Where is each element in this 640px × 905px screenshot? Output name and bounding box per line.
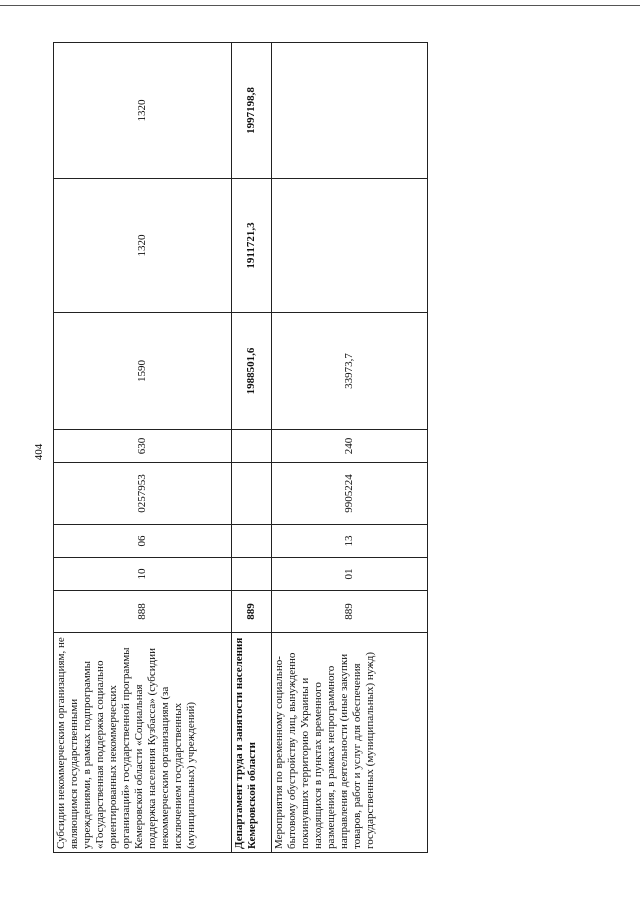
- amount-year1: 33973,7: [272, 313, 428, 430]
- vr-code: [232, 430, 272, 463]
- rz-code: 01: [272, 558, 428, 591]
- page-number: 404: [33, 443, 45, 461]
- row-name: Мероприятия по временному социально-бытовому обустройству лиц, вынужденно покинувших территорию Украины и находящихся в пунктах временного размещения, в рамках непрограммного направления деятельности (иные закупки товаров, работ и услуг для обеспечения государственных (муниципальных) нужд): [272, 633, 428, 853]
- vr-code: 240: [272, 430, 428, 463]
- rz-code: [232, 558, 272, 591]
- amount-year2: 1911721,3: [232, 179, 272, 313]
- row-name: Департамент труда и занятости населения Кемеровской области: [232, 633, 272, 853]
- table-row: [54, 43, 232, 853]
- budget-table-rotated: [53, 43, 427, 853]
- amount-year2: [272, 179, 428, 313]
- ved-code: 889: [272, 591, 428, 633]
- amount-year1: 1988501,6: [232, 313, 272, 430]
- amount-year3: [272, 43, 428, 179]
- ved-code: 889: [232, 591, 272, 633]
- csr-code: 0257953: [54, 463, 232, 525]
- table-row: [272, 43, 428, 853]
- rz-code: 10: [54, 558, 232, 591]
- table-row: [232, 43, 272, 853]
- csr-code: [232, 463, 272, 525]
- pr-code: 06: [54, 525, 232, 558]
- amount-year3: 1320: [54, 43, 232, 179]
- ved-code: 888: [54, 591, 232, 633]
- amount-year2: 1320: [54, 179, 232, 313]
- budget-table: [53, 42, 428, 853]
- vr-code: 630: [54, 430, 232, 463]
- top-rule: [0, 5, 640, 6]
- amount-year3: 1997198,8: [232, 43, 272, 179]
- csr-code: 9905224: [272, 463, 428, 525]
- pr-code: [232, 525, 272, 558]
- amount-year1: 1590: [54, 313, 232, 430]
- pr-code: 13: [272, 525, 428, 558]
- row-name: Субсидии некоммерческим организациям, не являющимся государственными учреждениями, в рамках подпрограммы «Государственная поддержка социально ориентированных некоммерческих организаций» государственной программы Кемеровской области «Социальная поддержка населения Кузбасса» (субсидии некоммерческим организациям (за исключением государственных (муниципальных) учреждений): [54, 633, 232, 853]
